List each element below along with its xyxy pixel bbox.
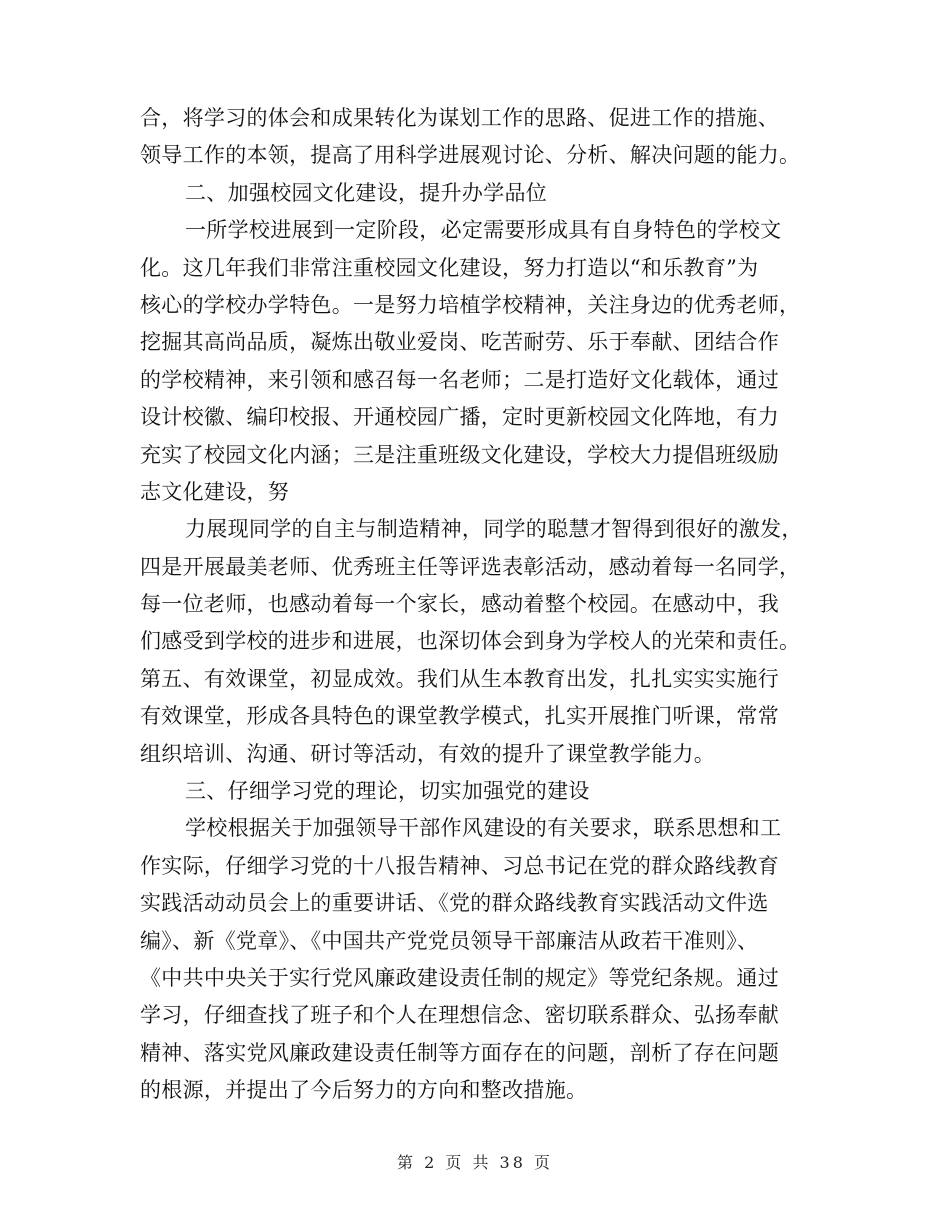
section-heading: 三、仔细学习党的理论，切实加强党的建设: [185, 779, 590, 804]
text-line: 学校根据关于加强领导干部作风建设的有关要求，联系思想和工: [185, 816, 782, 841]
text-line: 每一位老师，也感动着每一个家长，感动着整个校园。在感动中，我: [140, 592, 779, 617]
text-line: 合，将学习的体会和成果转化为谋划工作的思路、促进工作的措施、: [140, 106, 779, 130]
text-line: 核心的学校办学特色。一是努力培植学校精神，关注身边的优秀老师，: [140, 292, 801, 317]
text-line: 化。这几年我们非常注重校园文化建设，努力打造以“和乐教育”为: [140, 255, 759, 280]
text-line: 挖掘其高尚品质，凝炼出敬业爱岗、吃苦耐劳、乐于奉献、团结合作: [140, 330, 779, 355]
document-body: [140, 100, 820, 1110]
text-line: 组织培训、沟通、研讨等活动，有效的提升了课堂教学能力。: [140, 741, 716, 766]
text-line: 《中共中央关于实行党风廉政建设责任制的规定》等党纪条规。通过: [140, 965, 779, 990]
text-line: 设计校徽、编印校报、开通校园广播，定时更新校园文化阵地，有力: [140, 405, 779, 430]
section-heading: 二、加强校园文化建设，提升办学品位: [185, 180, 548, 205]
text-line: 一所学校进展到一定阶段，必定需要形成具有自身特色的学校文: [185, 218, 782, 243]
text-line: 充实了校园文化内涵；三是注重班级文化建设，学校大力提倡班级励: [140, 442, 779, 467]
text-line: 有效课堂，形成各具特色的课堂教学模式，扎实开展推门听课，常常: [140, 704, 779, 729]
text-line: 实践活动动员会上的重要讲话、《党的群众路线教育实践活动文件选: [140, 891, 769, 916]
page-number-footer: 第 2 页 共 38 页: [397, 1153, 553, 1172]
text-line: 四是开展最美老师、优秀班主任等评选表彰活动，感动着每一名同学，: [140, 554, 801, 579]
text-line: 的根源，并提出了今后努力的方向和整改措施。: [140, 1078, 588, 1103]
text-line: 第五、有效课堂，初显成效。我们从生本教育出发，扎扎实实实施行: [140, 666, 779, 691]
text-line: 志文化建设，努: [140, 479, 290, 504]
text-line: 学习，仔细查找了班子和个人在理想信念、密切联系群众、弘扬奉献: [140, 1003, 779, 1028]
text-line: 力展现同学的自主与制造精神，同学的聪慧才智得到很好的激发，: [185, 517, 803, 542]
text-line: 编》、新《党章》、《中国共产党党员领导干部廉洁从政若干准则》、: [140, 928, 759, 953]
text-line: 们感受到学校的进步和进展，也深切体会到身为学校人的光荣和责任。: [140, 629, 801, 654]
text-line: 作实际，仔细学习党的十八报告精神、习总书记在党的群众路线教育: [140, 853, 779, 878]
text-line: 的学校精神，来引领和感召每一名老师；二是打造好文化载体，通过: [140, 367, 779, 392]
text-line: 领导工作的本领，提高了用科学进展观讨论、分析、解决问题的能力。: [140, 143, 801, 168]
text-line: 精神、落实党风廉政建设责任制等方面存在的问题，剖析了存在问题: [140, 1040, 779, 1065]
